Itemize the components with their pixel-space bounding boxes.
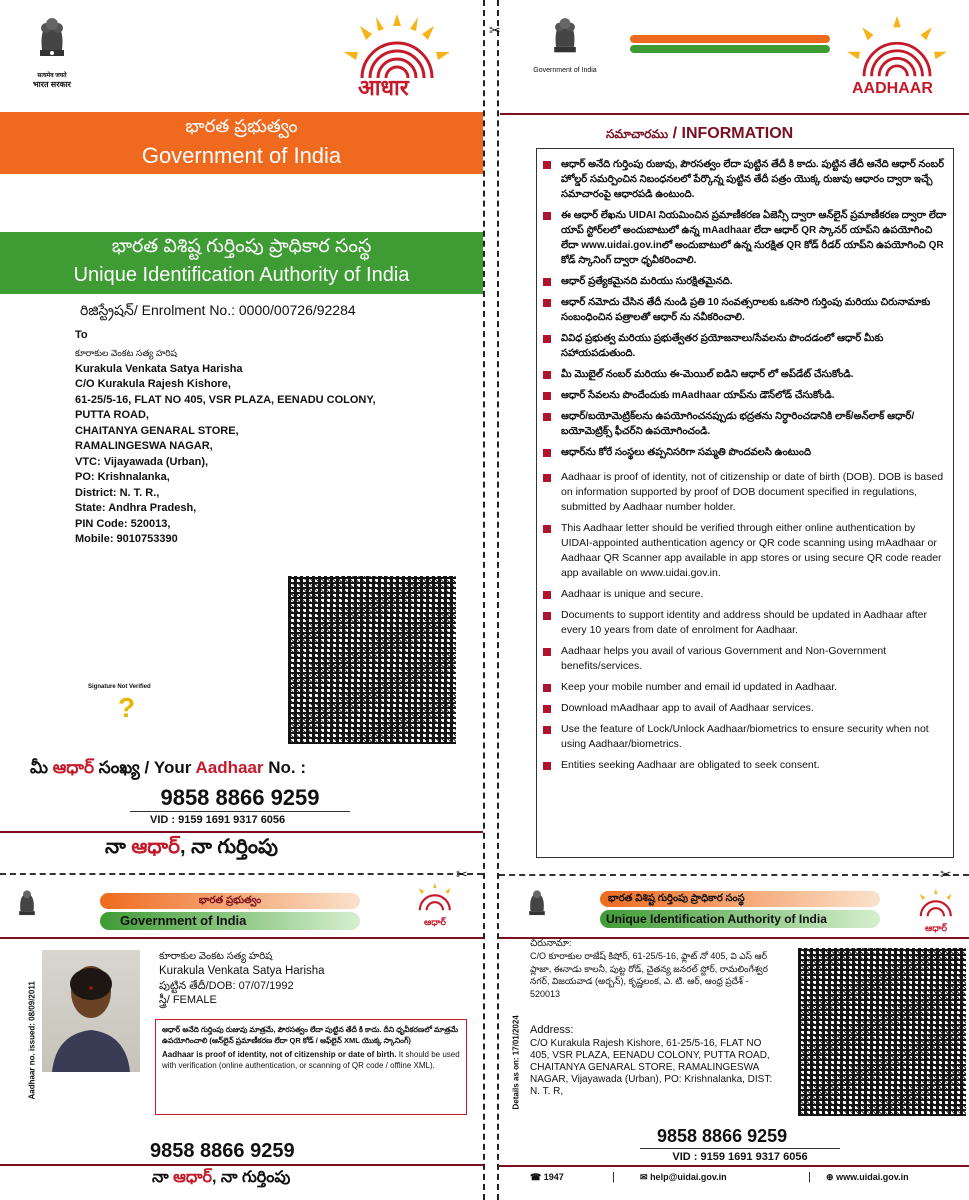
info-point-telugu: ఆధార్‌ను కోరే సంస్థలు తప్పనిసరిగా సమ్మతి పొందవలసి ఉంటుంది bbox=[543, 445, 947, 460]
address-telugu: C/O కూరాకుల రాజేష్ కిషోర్, 61-25/5-16, ఫ్లాట్ నో 405, వి ఎస్ ఆర్ ప్లాజా, ఈనాడు కాలనీ, పుట్ట రోడ్, చైతన్య జనరల్ స్టోర్, రామలింగేశ్వర నగర్, విజయవాడ (అర్బన్), కృష్ణలంక, ఎ. టి. ఆర్, ఆంధ్ర ప్రదేశ్ - 520013 bbox=[530, 951, 769, 999]
telugu-points bbox=[543, 157, 947, 460]
info-point-telugu: ఆధార్/బయోమెట్రిక్‌లను ఉపయోగించనప్పుడు భద్రతను నిర్ధారించడానికి లాక్/అన్‌లాక్ ఆధార్/బయోమెట్రిక్స్ ఫీచర్‌ని ఉపయోగించండి. bbox=[543, 409, 947, 439]
label-part: మీ bbox=[30, 758, 53, 777]
aadhaar-logo bbox=[840, 14, 955, 102]
scissors-icon: ✂ bbox=[940, 866, 952, 882]
slogan-part: , నా గుర్తింపు bbox=[211, 1169, 291, 1186]
divider bbox=[0, 831, 483, 833]
info-box bbox=[536, 148, 954, 858]
website: www.uidai.gov.in bbox=[836, 1172, 909, 1182]
slogan-part-red: ఆధార్ bbox=[131, 836, 180, 858]
phone-icon: ☎ bbox=[530, 1172, 542, 1182]
address-line: 61-25/5-16, FLAT NO 405, VSR PLAZA, EENADU COLONY, bbox=[75, 393, 376, 406]
aadhaar-logo bbox=[906, 888, 966, 934]
recipient-address bbox=[75, 346, 465, 548]
gov-telugu: భారత ప్రభుత్వం bbox=[100, 893, 360, 909]
mail-icon: ✉ bbox=[640, 1172, 648, 1182]
address-telugu-label: చిరునామా: bbox=[530, 938, 572, 949]
notice-english-bold: Aadhaar is proof of identity, not of citizenship or date of birth. bbox=[162, 1050, 397, 1059]
info-point-english: Use the feature of Lock/Unlock Aadhaar/biometrics to ensure security when not using Aadhaar/biometrics. bbox=[543, 722, 947, 752]
notice-telugu: ఆధార్ అనేది గుర్తింపు రుజువు మాత్రమే, పౌరసత్వం లేదా పుట్టిన తేదీ కి కాదు. దీని ధృవీకరణలో మాత్రమే ఉపయోగించాలి (ఆన్‌లైన్ ప్రమాణీకరణ లేదా QR కోడ్ / ఆఫ్‌లైన్ XML యొక్క స్కానింగ్) bbox=[162, 1025, 459, 1045]
divider bbox=[500, 113, 969, 115]
aadhaar-sun-logo-icon bbox=[840, 14, 955, 80]
heading-en: / INFORMATION bbox=[668, 125, 794, 142]
details-date: Details as on: 17/01/2024 bbox=[511, 1015, 521, 1110]
info-point-english: Entities seeking Aadhaar are obligated to seek consent. bbox=[543, 758, 947, 773]
aadhaar-number: 9858 8866 9259 bbox=[150, 1140, 295, 1162]
details-date-vertical bbox=[506, 955, 526, 1115]
info-heading bbox=[606, 125, 793, 144]
aadhaar-sun-logo-icon bbox=[410, 882, 460, 912]
signature-status: Signature Not Verified bbox=[88, 684, 151, 690]
address-english: C/O Kurakula Rajesh Kishore, 61-25/5-16, FLAT NO 405, VSR PLAZA, EENADU COLONY, PUTTA ROAD, CHAITANYA GENARAL STORE, RAMALINGESWA NAGAR, Vijayawada (Urban), PO: Krishnalanka, DIST: N. T. R, bbox=[530, 1038, 773, 1097]
gender: స్త్రీ/ FEMALE bbox=[159, 994, 217, 1006]
gov-english: Government of India bbox=[141, 143, 342, 168]
your-aadhaar-label bbox=[30, 758, 306, 782]
phone-number: 1947 bbox=[543, 1172, 564, 1182]
info-point-english: Documents to support identity and address should be updated in Aadhaar after every 10 years from date of enrolment for Aadhaar. bbox=[543, 608, 947, 638]
logo-text: ఆధార్ bbox=[424, 917, 446, 927]
slogan-part: , నా గుర్తింపు bbox=[179, 836, 278, 858]
emblem bbox=[22, 12, 82, 90]
address-line: Kurakula Venkata Satya Harisha bbox=[75, 362, 243, 375]
slogan-part-red: ఆధార్ bbox=[173, 1169, 212, 1186]
uidai-banner bbox=[0, 232, 483, 294]
vid-number: VID : 9159 1691 9317 6056 bbox=[640, 1148, 840, 1163]
name-telugu: కూరాకుల వెంకట సత్య హరిష bbox=[159, 951, 273, 962]
enrolment-number: రిజిస్ట్రేషన్/ Enrolment No.: 0000/00726/92284 bbox=[80, 302, 356, 318]
label-part-red: Aadhaar bbox=[195, 758, 264, 777]
address-english-label: Address: bbox=[530, 1024, 574, 1036]
logo-text: ఆధార్ bbox=[925, 923, 947, 933]
flag-stripe-green bbox=[630, 45, 830, 53]
info-point-english: Keep your mobile number and email id updated in Aadhaar. bbox=[543, 680, 947, 695]
emblem-caption: भारत सरकार bbox=[33, 80, 71, 89]
footer-email bbox=[640, 1172, 727, 1183]
qr-code bbox=[798, 948, 966, 1116]
info-point-telugu: ఆధార్ అనేది గుర్తింపు రుజువు, పౌరసత్వం లేదా పుట్టిన తేదీ కి కాదు. పుట్టిన తేదీ ఆనేది ఆధార్ నంబర్ హోల్డర్ సమర్పించిన నిబంధనలలో పేర్కొన్న పుట్టిన తేదీ పత్రం యొక్క రుజువు ఆధారం ద్వారా ఇచ్చే సమాచారంపై ఆధారపడి ఉంటుంది. bbox=[543, 157, 947, 202]
cut-line-left bbox=[0, 873, 483, 875]
photo bbox=[42, 950, 140, 1072]
logo-text: आधार bbox=[358, 75, 409, 100]
info-point-english: This Aadhaar letter should be verified through either online authentication by UIDAI-appointed authentication agency or QR code scanning using mAadhaar or Aadhaar QR Scanner app available in app stores or using secure QR code reader app available on www.uidai.gov.in. bbox=[543, 521, 947, 581]
aadhaar-logo bbox=[340, 12, 455, 102]
ashoka-emblem-icon bbox=[14, 886, 40, 922]
footer-phone bbox=[530, 1172, 564, 1183]
notice-english: It should be used with verification (online authentication, or scanning of QR code / offline XML). bbox=[162, 1050, 460, 1070]
emblem-caption: Government of India bbox=[533, 67, 597, 74]
address-line: RAMALINGESWA NAGAR, bbox=[75, 440, 213, 452]
address-line: PIN Code: 520013, bbox=[75, 517, 171, 530]
footer-separator: | bbox=[808, 1171, 811, 1183]
info-point-telugu: వివిధ ప్రభుత్వ మరియు ప్రభుత్వేతర ప్రయోజనాలు/సేవలను పొందడంలో ఆధార్ మీకు సహాయపడుతుంది. bbox=[543, 331, 947, 361]
divider bbox=[0, 937, 483, 939]
person-photo-icon bbox=[42, 950, 140, 1072]
ashoka-emblem-icon bbox=[524, 886, 550, 922]
scissors-icon: ✂ bbox=[456, 866, 468, 882]
email-address: help@uidai.gov.in bbox=[650, 1172, 727, 1182]
info-point-telugu: ఆధార్ నమోదు చేసిన తేదీ నుండి ప్రతి 10 సంవత్సరాలకు ఒకసారి గుర్తింపు మరియు చిరునామాకు సంబంధించిన పత్రాలతో ఆధార్ ను నవీకరించాలి. bbox=[543, 295, 947, 325]
aadhaar-number: 9858 8866 9259 bbox=[657, 1126, 788, 1146]
english-points bbox=[543, 470, 947, 773]
gov-english: Government of India bbox=[100, 912, 360, 930]
info-point-english: Download mAadhaar app to avail of Aadhaar services. bbox=[543, 701, 947, 716]
cut-line-vertical-2 bbox=[497, 0, 499, 1200]
address-line: State: Andhra Pradesh, bbox=[75, 502, 197, 514]
address-line: CHAITANYA GENARAL STORE, bbox=[75, 424, 239, 437]
cut-line-right bbox=[499, 874, 969, 876]
address-line: District: N. T. R., bbox=[75, 486, 160, 499]
info-point-telugu: ఆధార్ సేవలను పొందేందుకు mAadhaar యాప్‌ను డౌన్‌లోడ్ చేసుకోండి. bbox=[543, 388, 947, 403]
org-telugu: భారత విశిష్ట గుర్తింపు ప్రాధికార సంస్థ bbox=[600, 891, 880, 907]
ashoka-emblem-icon bbox=[32, 12, 72, 66]
address-line: C/O Kurakula Rajesh Kishore, bbox=[75, 378, 231, 390]
info-point-english: Aadhaar is proof of identity, not of citizenship or date of birth (DOB). DOB is based on information supported by proof of DOB document specified in regulations, submitted by Aadhaar number holder. bbox=[543, 470, 947, 515]
cut-line-vertical bbox=[483, 0, 485, 1200]
logo-text: AADHAAR bbox=[852, 80, 933, 97]
signature-block bbox=[88, 684, 178, 734]
slogan-part: నా bbox=[152, 1169, 174, 1186]
vid-number: VID : 9159 1691 9317 6056 bbox=[150, 814, 286, 826]
divider bbox=[0, 1164, 483, 1166]
footer-separator: | bbox=[612, 1171, 615, 1183]
label-part: సంఖ్య / Your bbox=[94, 758, 196, 777]
divider bbox=[499, 1165, 969, 1167]
address-line: PUTTA ROAD, bbox=[75, 409, 149, 421]
slogan bbox=[105, 836, 278, 863]
label-part: No. : bbox=[263, 758, 307, 777]
qr-code bbox=[288, 576, 456, 744]
address-line: PO: Krishnalanka, bbox=[75, 471, 170, 483]
flag-stripe-orange bbox=[630, 35, 830, 43]
address-line: VTC: Vijayawada (Urban), bbox=[75, 455, 209, 468]
emblem bbox=[524, 886, 550, 927]
name-english: Kurakula Venkata Satya Harisha bbox=[159, 965, 325, 977]
info-point-telugu: ఆధార్ ప్రత్యేకమైనది మరియు సురక్షితమైనది. bbox=[543, 274, 947, 289]
slogan bbox=[152, 1168, 290, 1190]
gov-telugu: భారత ప్రభుత్వం bbox=[185, 116, 298, 136]
aadhaar-logo bbox=[405, 882, 465, 928]
uidai-telugu: భారత విశిష్ట గుర్తింపు ప్రాధికార సంస్థ bbox=[111, 236, 372, 257]
info-point-english: Aadhaar is unique and secure. bbox=[543, 587, 947, 602]
date-of-birth: పుట్టిన తేదీ/DOB: 07/07/1992 bbox=[159, 980, 294, 992]
question-mark-icon: ? bbox=[118, 692, 136, 723]
aadhaar-sun-logo-icon bbox=[911, 888, 961, 918]
scissors-icon: ✂ bbox=[489, 22, 501, 38]
info-point-english: Aadhaar helps you avail of various Government and Non-Government benefits/services. bbox=[543, 644, 947, 674]
label-part-red: ఆధార్ bbox=[52, 758, 95, 777]
info-point-telugu: ఈ ఆధార్ లేఖను UIDAI నియమించిన ప్రమాణీకరణ ఏజెన్సీ ద్వారా ఆన్‌లైన్ ప్రమాణీకరణ ద్వారా లేదా యాప్ స్టోర్‌లలో అందుబాటులో ఉన్న mAadhaar లేదా ఆధార్ QR స్కానర్ యాప్‌ని ఉపయోగించి లేదా www.uidai.gov.inలో అందుబాటులో ఉన్న సురక్షిత QR కోడ్ రీడర్ యాప్‌ని ఉపయోగించి QR కోడ్ స్కానింగ్ ద్వారా ధృవీకరించాలి. bbox=[543, 208, 947, 268]
uidai-english: Unique Identification Authority of India bbox=[73, 264, 410, 286]
issued-date: Aadhaar no. issued: 08/09/2011 bbox=[27, 981, 37, 1100]
slogan-part: నా bbox=[105, 836, 132, 858]
issued-date-vertical bbox=[22, 945, 42, 1105]
heading-te: సమాచారము bbox=[606, 127, 669, 141]
aadhaar-number: 9858 8866 9259 bbox=[130, 785, 350, 812]
emblem-motto: सत्यमेव जयते bbox=[37, 73, 67, 79]
to-label: To bbox=[75, 329, 88, 341]
emblem bbox=[14, 886, 40, 927]
org-english: Unique Identification Authority of India bbox=[600, 910, 880, 928]
gov-banner bbox=[0, 112, 483, 174]
footer-web bbox=[826, 1172, 909, 1183]
identity-notice bbox=[155, 1019, 467, 1115]
info-point-telugu: మీ మొబైల్ నంబర్ మరియు ఈ-మెయిల్ ఐడిని ఆధార్ లో అప్‌డేట్ చేసుకోండి. bbox=[543, 367, 947, 382]
address-line: Mobile: 9010753390 bbox=[75, 533, 178, 545]
ashoka-emblem-icon bbox=[547, 12, 583, 62]
globe-icon: ⊕ bbox=[826, 1172, 834, 1182]
emblem bbox=[525, 12, 605, 74]
address-line: కూరాకుల వెంకట సత్య హరిష bbox=[75, 348, 177, 358]
